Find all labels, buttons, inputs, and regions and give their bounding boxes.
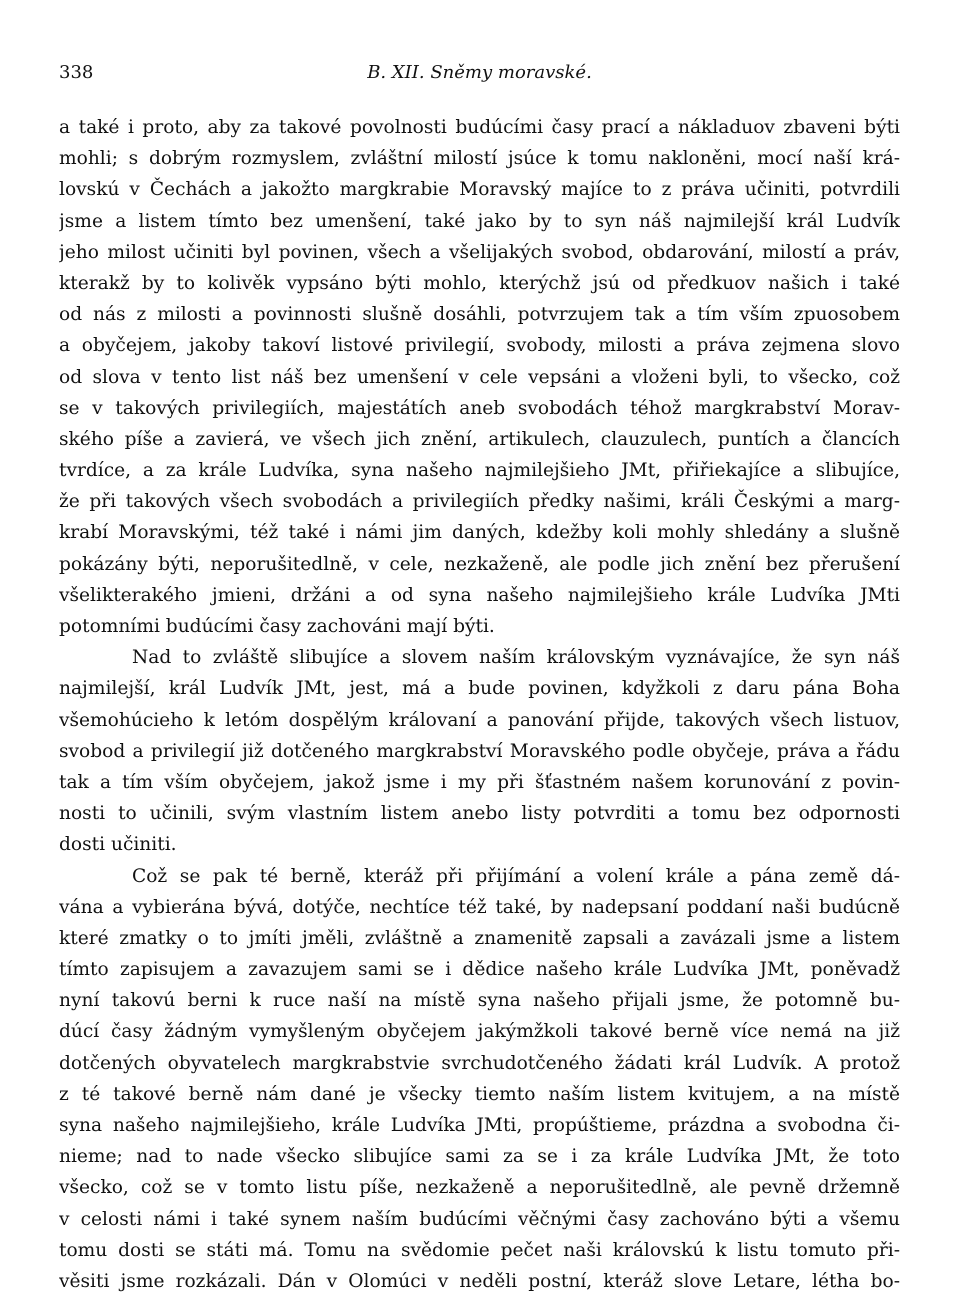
text-line: tak a tím vším obyčejem, jakož jsme i my při šťastném našem korunování z povin- (59, 771, 900, 793)
text-line: lovskú v Čechách a jakožto margkrabie Moravský majíce to z práva učiniti, potvrdili (59, 179, 900, 201)
text-line: od slova v tento list náš bez umenšení v cele vepsáni a vloženi byli, to všecko, což (59, 366, 900, 388)
text-line: tímto zapisujem a zavazujem sami se i dědice našeho krále Ludvíka JMt, poněvadž (59, 959, 900, 981)
text-line: krabí Moravskými, též také i námi jim daných, kdežby koli mohly shledány a slušně (59, 522, 900, 544)
text-line: a obyčejem, jakoby takoví listové privilegií, svobody, milosti a práva zejmena slovo (59, 335, 900, 357)
text-line: jeho milost učiniti byl povinen, všech a všelijakých svobod, obdarování, milostí a práv, (59, 241, 900, 263)
text-line: všelikterakého jmieni, držáni a od syna našeho najmilejšieho krále Ludvíka JMti (59, 584, 900, 606)
text-line: všecko, což se v tomto listu píše, nezkaženě a neporušitedlně, ale pevně držemně (59, 1177, 900, 1199)
text-line: nieme; nad to nade všecko slibujíce sami za se i za krále Ludvíka JMt, že toto (59, 1146, 900, 1168)
text-line: kterakž by to kolivěk vypsáno býti mohlo, kterýchž jsú od předkuov našich i také (59, 272, 900, 294)
text-line: jsme a listem tímto bez umenšení, také jako by to syn náš najmilejší král Ludvík (59, 210, 900, 232)
text-line: že při takových všech svobodách a privilegiích předky našimi, králi Českými a marg- (59, 491, 900, 513)
text-line: všemohúcieho k letóm dospělým královaní a panování přijde, takových všech listuov, (59, 709, 900, 731)
text-line: ského píše a zavierá, ve všech jich znění, artikulech, clauzulech, puntích a člancích (59, 428, 900, 450)
text-line: dúcí časy žádným vymyšleným obyčejem jakýmžkoli takové berně více nemá na již (59, 1021, 900, 1043)
text-line: z té takové berně nám dané je všecky tiemto naším listem kvitujem, a na místě (59, 1083, 900, 1105)
text-line: nosti to učinili, svým vlastním listem anebo listy potvrditi a tomu bez odpornosti (59, 803, 900, 825)
text-line: se v takových privilegiích, majestátích aneb svobodách téhož margkrabství Morav- (59, 397, 900, 419)
text-line: které zmatky o to jmíti jměli, zvláštně a znamenitě zapsali a zavázali jsme a listem (59, 927, 900, 949)
paragraph-last-line: potomními budúcími časy zachováni mají býti. (59, 616, 495, 637)
running-head (59, 62, 900, 90)
text-line: od nás z milosti a povinnosti slušně dosáhli, potvrzujem tak a tím vším zpuosobem (59, 304, 900, 326)
paragraph-first-line: Což se pak té berně, kteráž při přijímání a volení krále a pána země dá- (132, 865, 900, 887)
text-line: tvrdíce, a za krále Ludvíka, syna našeho najmilejšieho JMt, přiřiekajíce a slibujíce, (59, 460, 900, 482)
text-line: nyní takovú berni k ruce naší na místě syna našeho přijali jsme, že potomně bu- (59, 990, 900, 1012)
text-line: věsiti jsme rozkázali. Dán v Olomúci v neděli postní, kteráž slove Letare, létha bo- (59, 1270, 900, 1292)
text-line: v celosti námi i také synem naším budúcími věčnými časy zachováno býti a všemu (59, 1208, 900, 1230)
text-line: a také i proto, aby za takové povolnosti budúcími časy prací a nákladuov zbaveni býti (59, 117, 900, 138)
text-line: vána a vybierána bývá, dotýče, nechtíce též také, by nadepsaní poddaní naši budúcně (59, 896, 900, 918)
text-line: dotčených obyvatelech margkrabstvie svrchudotčeného žádati král Ludvík. A protož (59, 1052, 900, 1074)
body-text (59, 112, 900, 1297)
text-line: pokázány býti, neporušitedlně, v cele, nezkaženě, ale podle jich znění bez přerušení (59, 553, 900, 575)
text-line: najmilejší, král Ludvík JMt, jest, má a bude povinen, kdyžkoli z daru pána Boha (59, 678, 900, 700)
paragraph-last-line: dosti učiniti. (59, 834, 177, 856)
text-line: syna našeho najmilejšieho, krále Ludvíka JMti, propúštieme, prázdna a svobodna či- (59, 1115, 900, 1136)
running-head-title: B. XII. Sněmy moravské. (367, 62, 592, 83)
page-number: 338 (59, 62, 94, 83)
paragraph-first-line: Nad to zvláště slibujíce a slovem naším královským vyznávajíce, že syn náš (132, 647, 900, 669)
text-line: tomu dosti se státi má. Tomu na svědomie pečet naši královskú k listu tomuto při- (59, 1239, 900, 1261)
text-line: svobod a privilegií již dotčeného margkrabství Moravského podle obyčeje, práva a řádu (59, 740, 900, 762)
text-line: mohli; s dobrým rozmyslem, zvláštní milostí jsúce k tomu nakloněni, mocí naší krá- (59, 148, 900, 170)
